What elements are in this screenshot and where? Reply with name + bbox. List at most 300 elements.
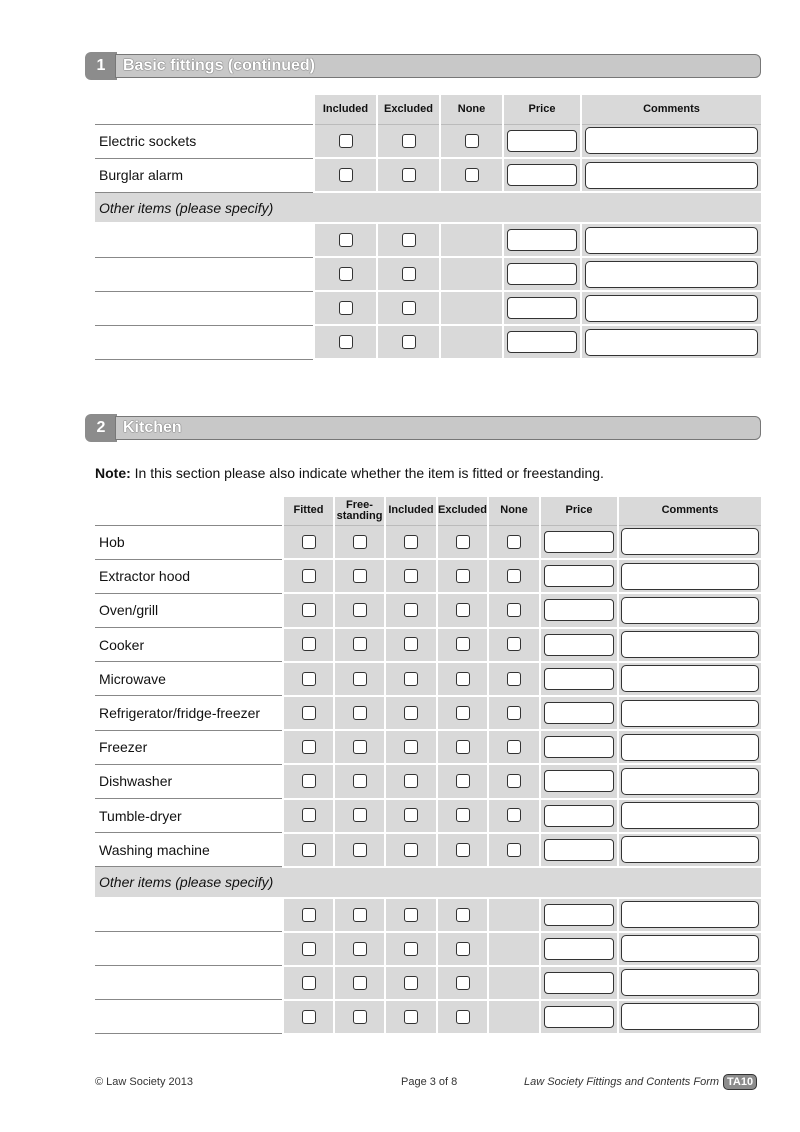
empty-cell xyxy=(488,898,540,932)
col-header: Price xyxy=(540,497,618,525)
checkbox[interactable] xyxy=(456,706,470,720)
checkbox[interactable] xyxy=(302,603,316,617)
checkbox[interactable] xyxy=(456,672,470,686)
checkbox-cell xyxy=(283,559,334,593)
price-input[interactable] xyxy=(544,634,614,656)
price-input[interactable] xyxy=(544,972,614,994)
price-cell xyxy=(540,966,618,1000)
item-label: Washing machine xyxy=(95,833,283,867)
checkbox-cell xyxy=(283,932,334,966)
checkbox-cell xyxy=(334,799,385,833)
checkbox-cell xyxy=(283,799,334,833)
price-cell xyxy=(540,898,618,932)
col-header: Excluded xyxy=(437,497,488,525)
item-label: Microwave xyxy=(95,662,283,696)
checkbox-cell xyxy=(283,730,334,764)
price-input[interactable] xyxy=(544,938,614,960)
checkbox[interactable] xyxy=(456,774,470,788)
checkbox-cell xyxy=(283,525,334,559)
price-cell xyxy=(540,799,618,833)
section-note xyxy=(95,465,604,481)
table-row xyxy=(95,291,761,325)
checkbox[interactable] xyxy=(507,637,521,651)
checkbox-cell xyxy=(334,966,385,1000)
checkbox-cell xyxy=(283,696,334,730)
checkbox[interactable] xyxy=(456,569,470,583)
checkbox-cell xyxy=(385,696,437,730)
table-row xyxy=(95,124,761,158)
comments-input[interactable] xyxy=(621,802,759,829)
basic-fittings-table xyxy=(95,95,761,360)
checkbox[interactable] xyxy=(402,267,416,281)
table-row xyxy=(95,593,761,627)
col-header-text: Free- standing xyxy=(336,498,383,522)
price-input[interactable] xyxy=(544,531,614,553)
other-items-label: Other items (please specify) xyxy=(95,867,761,898)
checkbox[interactable] xyxy=(353,774,367,788)
checkbox[interactable] xyxy=(465,168,479,182)
checkbox-cell xyxy=(283,662,334,696)
price-cell xyxy=(540,593,618,627)
table-row xyxy=(95,525,761,559)
table-row xyxy=(95,662,761,696)
checkbox[interactable] xyxy=(404,908,418,922)
comments-cell xyxy=(581,325,761,359)
price-cell xyxy=(540,833,618,867)
checkbox[interactable] xyxy=(456,603,470,617)
other-items-row xyxy=(95,867,761,898)
price-input[interactable] xyxy=(544,1006,614,1028)
comments-input[interactable] xyxy=(621,528,759,555)
comments-cell xyxy=(618,696,761,730)
checkbox[interactable] xyxy=(302,672,316,686)
comments-input[interactable] xyxy=(621,836,759,863)
checkbox[interactable] xyxy=(456,976,470,990)
checkbox[interactable] xyxy=(302,774,316,788)
checkbox-cell xyxy=(334,559,385,593)
item-label-blank xyxy=(95,966,283,1000)
price-cell xyxy=(540,696,618,730)
checkbox-cell xyxy=(437,833,488,867)
price-cell xyxy=(540,764,618,798)
checkbox[interactable] xyxy=(353,535,367,549)
price-input[interactable] xyxy=(544,805,614,827)
item-label: Refrigerator/fridge-freezer xyxy=(95,696,283,730)
col-header: None xyxy=(440,95,503,124)
price-input[interactable] xyxy=(544,668,614,690)
price-input[interactable] xyxy=(507,130,577,152)
checkbox-cell xyxy=(488,559,540,593)
price-input[interactable] xyxy=(507,331,577,353)
checkbox[interactable] xyxy=(404,774,418,788)
comments-cell xyxy=(618,730,761,764)
price-input[interactable] xyxy=(544,702,614,724)
checkbox-cell xyxy=(437,559,488,593)
table-row xyxy=(95,932,761,966)
price-cell xyxy=(540,525,618,559)
table-row xyxy=(95,966,761,1000)
checkbox[interactable] xyxy=(507,672,521,686)
checkbox[interactable] xyxy=(302,706,316,720)
checkbox-cell xyxy=(314,223,377,257)
comments-cell xyxy=(618,799,761,833)
table-row xyxy=(95,559,761,593)
footer-page: Page 3 of 8 xyxy=(401,1076,458,1088)
checkbox-cell xyxy=(385,764,437,798)
checkbox[interactable] xyxy=(402,233,416,247)
checkbox-cell xyxy=(385,662,437,696)
checkbox-cell xyxy=(377,124,440,158)
header-blank xyxy=(95,497,283,525)
checkbox-cell xyxy=(334,764,385,798)
item-label-blank xyxy=(95,257,314,291)
checkbox[interactable] xyxy=(302,976,316,990)
comments-cell xyxy=(618,932,761,966)
checkbox[interactable] xyxy=(353,672,367,686)
checkbox[interactable] xyxy=(507,535,521,549)
col-header: Included xyxy=(314,95,377,124)
checkbox[interactable] xyxy=(507,603,521,617)
comments-input[interactable] xyxy=(585,261,759,288)
col-header: Included xyxy=(385,497,437,525)
checkbox-cell xyxy=(437,966,488,1000)
checkbox[interactable] xyxy=(404,976,418,990)
price-input[interactable] xyxy=(544,565,614,587)
empty-cell xyxy=(488,932,540,966)
form-name: Law Society Fittings and Contents Form xyxy=(524,1076,720,1088)
checkbox-cell xyxy=(385,593,437,627)
checkbox-cell xyxy=(334,898,385,932)
checkbox[interactable] xyxy=(456,535,470,549)
checkbox-cell xyxy=(377,257,440,291)
empty-cell xyxy=(440,223,503,257)
checkbox-cell xyxy=(283,833,334,867)
other-items-label: Other items (please specify) xyxy=(95,192,761,223)
checkbox-cell xyxy=(437,932,488,966)
col-header: Excluded xyxy=(377,95,440,124)
comments-cell xyxy=(618,966,761,1000)
header-blank xyxy=(95,95,314,124)
section-number: 2 xyxy=(85,414,117,442)
checkbox-cell xyxy=(385,525,437,559)
comments-input[interactable] xyxy=(621,1003,759,1030)
item-label-blank xyxy=(95,1000,283,1034)
checkbox[interactable] xyxy=(302,569,316,583)
checkbox[interactable] xyxy=(402,168,416,182)
checkbox[interactable] xyxy=(353,808,367,822)
checkbox[interactable] xyxy=(302,535,316,549)
price-cell xyxy=(503,124,581,158)
col-header: None xyxy=(488,497,540,525)
checkbox[interactable] xyxy=(339,134,353,148)
item-label: Hob xyxy=(95,525,283,559)
comments-cell xyxy=(618,662,761,696)
comments-input[interactable] xyxy=(585,127,759,154)
checkbox[interactable] xyxy=(302,942,316,956)
price-cell xyxy=(503,291,581,325)
price-input[interactable] xyxy=(507,263,577,285)
comments-input[interactable] xyxy=(585,329,759,356)
checkbox[interactable] xyxy=(404,843,418,857)
section-number: 1 xyxy=(85,52,117,80)
checkbox-cell xyxy=(488,662,540,696)
other-items-row xyxy=(95,192,761,223)
checkbox-cell xyxy=(314,124,377,158)
empty-cell xyxy=(488,966,540,1000)
checkbox[interactable] xyxy=(353,908,367,922)
checkbox[interactable] xyxy=(302,908,316,922)
checkbox-cell xyxy=(437,628,488,662)
table-row xyxy=(95,158,761,192)
comments-input[interactable] xyxy=(585,227,759,254)
checkbox[interactable] xyxy=(507,774,521,788)
checkbox[interactable] xyxy=(339,233,353,247)
comments-input[interactable] xyxy=(621,665,759,692)
table-row xyxy=(95,799,761,833)
item-label-blank xyxy=(95,898,283,932)
footer-copyright: © Law Society 2013 xyxy=(95,1076,193,1088)
checkbox-cell xyxy=(385,730,437,764)
checkbox-cell xyxy=(437,662,488,696)
price-cell xyxy=(540,662,618,696)
col-header: Fitted xyxy=(283,497,334,525)
checkbox-cell xyxy=(314,291,377,325)
checkbox-cell xyxy=(377,158,440,192)
checkbox[interactable] xyxy=(353,1010,367,1024)
comments-input[interactable] xyxy=(621,734,759,761)
checkbox[interactable] xyxy=(404,706,418,720)
checkbox[interactable] xyxy=(302,637,316,651)
checkbox[interactable] xyxy=(507,740,521,754)
checkbox[interactable] xyxy=(353,603,367,617)
checkbox[interactable] xyxy=(339,301,353,315)
table-row xyxy=(95,730,761,764)
table-row xyxy=(95,325,761,359)
item-label: Tumble-dryer xyxy=(95,799,283,833)
checkbox-cell xyxy=(314,257,377,291)
checkbox[interactable] xyxy=(402,335,416,349)
comments-input[interactable] xyxy=(621,597,759,624)
checkbox[interactable] xyxy=(456,1010,470,1024)
checkbox-cell xyxy=(437,898,488,932)
footer-form xyxy=(524,1074,757,1090)
section-1-header xyxy=(85,52,761,80)
checkbox-cell xyxy=(283,764,334,798)
checkbox-cell xyxy=(283,966,334,1000)
checkbox[interactable] xyxy=(404,672,418,686)
checkbox[interactable] xyxy=(353,740,367,754)
checkbox[interactable] xyxy=(353,942,367,956)
empty-cell xyxy=(440,291,503,325)
comments-input[interactable] xyxy=(585,162,759,189)
checkbox-cell xyxy=(334,696,385,730)
checkbox-cell xyxy=(334,1000,385,1034)
table-row xyxy=(95,257,761,291)
table-row xyxy=(95,696,761,730)
checkbox-cell xyxy=(334,662,385,696)
section-title: Kitchen xyxy=(115,416,761,440)
checkbox[interactable] xyxy=(456,740,470,754)
checkbox[interactable] xyxy=(404,1010,418,1024)
checkbox-cell xyxy=(440,158,503,192)
comments-cell xyxy=(581,223,761,257)
price-cell xyxy=(540,628,618,662)
checkbox[interactable] xyxy=(404,942,418,956)
checkbox[interactable] xyxy=(456,637,470,651)
checkbox[interactable] xyxy=(339,267,353,281)
comments-input[interactable] xyxy=(621,563,759,590)
checkbox[interactable] xyxy=(404,808,418,822)
checkbox-cell xyxy=(314,325,377,359)
table-row xyxy=(95,833,761,867)
comments-cell xyxy=(618,525,761,559)
checkbox-cell xyxy=(488,730,540,764)
checkbox[interactable] xyxy=(507,843,521,857)
comments-input[interactable] xyxy=(621,700,759,727)
col-header: Comments xyxy=(618,497,761,525)
checkbox-cell xyxy=(385,1000,437,1034)
checkbox-cell xyxy=(437,730,488,764)
checkbox-cell xyxy=(385,932,437,966)
comments-cell xyxy=(581,257,761,291)
section-title: Basic fittings (continued) xyxy=(115,54,761,78)
checkbox[interactable] xyxy=(339,168,353,182)
checkbox[interactable] xyxy=(404,569,418,583)
checkbox-cell xyxy=(488,525,540,559)
checkbox[interactable] xyxy=(404,637,418,651)
checkbox[interactable] xyxy=(339,335,353,349)
form-code-badge: TA10 xyxy=(723,1074,757,1090)
checkbox-cell xyxy=(488,628,540,662)
table-row xyxy=(95,898,761,932)
note-text: In this section please also indicate whether the item is fitted or freestanding. xyxy=(130,465,604,481)
checkbox[interactable] xyxy=(302,843,316,857)
checkbox-cell xyxy=(283,628,334,662)
table-row xyxy=(95,628,761,662)
price-cell xyxy=(540,932,618,966)
checkbox-cell xyxy=(488,833,540,867)
checkbox[interactable] xyxy=(302,740,316,754)
comments-cell xyxy=(618,559,761,593)
price-input[interactable] xyxy=(507,229,577,251)
checkbox[interactable] xyxy=(507,569,521,583)
price-input[interactable] xyxy=(507,297,577,319)
checkbox-cell xyxy=(385,833,437,867)
checkbox[interactable] xyxy=(404,740,418,754)
checkbox[interactable] xyxy=(402,134,416,148)
item-label: Dishwasher xyxy=(95,764,283,798)
price-input[interactable] xyxy=(544,736,614,758)
checkbox-cell xyxy=(488,593,540,627)
comments-input[interactable] xyxy=(621,631,759,658)
kitchen-table xyxy=(95,497,761,1035)
checkbox-cell xyxy=(377,223,440,257)
checkbox[interactable] xyxy=(302,1010,316,1024)
checkbox-cell xyxy=(488,764,540,798)
checkbox[interactable] xyxy=(353,706,367,720)
price-cell xyxy=(540,1000,618,1034)
comments-cell xyxy=(618,764,761,798)
section-2-header xyxy=(85,414,761,442)
checkbox-cell xyxy=(437,764,488,798)
comments-input[interactable] xyxy=(621,768,759,795)
item-label: Oven/grill xyxy=(95,593,283,627)
item-label: Burglar alarm xyxy=(95,158,314,192)
item-label-blank xyxy=(95,325,314,359)
checkbox[interactable] xyxy=(456,808,470,822)
checkbox-cell xyxy=(440,124,503,158)
checkbox[interactable] xyxy=(404,535,418,549)
checkbox-cell xyxy=(385,898,437,932)
checkbox[interactable] xyxy=(456,942,470,956)
checkbox-cell xyxy=(283,593,334,627)
col-header xyxy=(334,497,385,525)
comments-input[interactable] xyxy=(621,969,759,996)
checkbox[interactable] xyxy=(456,908,470,922)
empty-cell xyxy=(440,325,503,359)
checkbox[interactable] xyxy=(456,843,470,857)
comments-input[interactable] xyxy=(621,935,759,962)
checkbox[interactable] xyxy=(404,603,418,617)
price-input[interactable] xyxy=(544,904,614,926)
item-label: Extractor hood xyxy=(95,559,283,593)
price-input[interactable] xyxy=(544,839,614,861)
price-input[interactable] xyxy=(544,599,614,621)
checkbox-cell xyxy=(437,1000,488,1034)
comments-input[interactable] xyxy=(585,295,759,322)
checkbox-cell xyxy=(385,559,437,593)
price-input[interactable] xyxy=(544,770,614,792)
checkbox-cell xyxy=(488,696,540,730)
checkbox-cell xyxy=(377,325,440,359)
checkbox-cell xyxy=(334,833,385,867)
checkbox[interactable] xyxy=(302,808,316,822)
comments-cell xyxy=(618,1000,761,1034)
checkbox[interactable] xyxy=(353,843,367,857)
comments-cell xyxy=(618,898,761,932)
checkbox[interactable] xyxy=(402,301,416,315)
comments-cell xyxy=(581,158,761,192)
checkbox[interactable] xyxy=(465,134,479,148)
checkbox[interactable] xyxy=(353,976,367,990)
comments-cell xyxy=(581,124,761,158)
checkbox-cell xyxy=(314,158,377,192)
checkbox-cell xyxy=(334,593,385,627)
comments-cell xyxy=(618,593,761,627)
checkbox-cell xyxy=(385,799,437,833)
note-label: Note: xyxy=(95,465,131,481)
checkbox-cell xyxy=(385,628,437,662)
table-row xyxy=(95,1000,761,1034)
checkbox-cell xyxy=(334,932,385,966)
table-row xyxy=(95,764,761,798)
checkbox[interactable] xyxy=(507,706,521,720)
price-input[interactable] xyxy=(507,164,577,186)
comments-cell xyxy=(618,833,761,867)
comments-cell xyxy=(581,291,761,325)
checkbox-cell xyxy=(437,799,488,833)
checkbox-cell xyxy=(334,730,385,764)
checkbox[interactable] xyxy=(353,569,367,583)
checkbox-cell xyxy=(283,898,334,932)
price-cell xyxy=(503,325,581,359)
checkbox[interactable] xyxy=(507,808,521,822)
comments-input[interactable] xyxy=(621,901,759,928)
item-label-blank xyxy=(95,932,283,966)
item-label: Cooker xyxy=(95,628,283,662)
checkbox[interactable] xyxy=(353,637,367,651)
price-cell xyxy=(503,257,581,291)
